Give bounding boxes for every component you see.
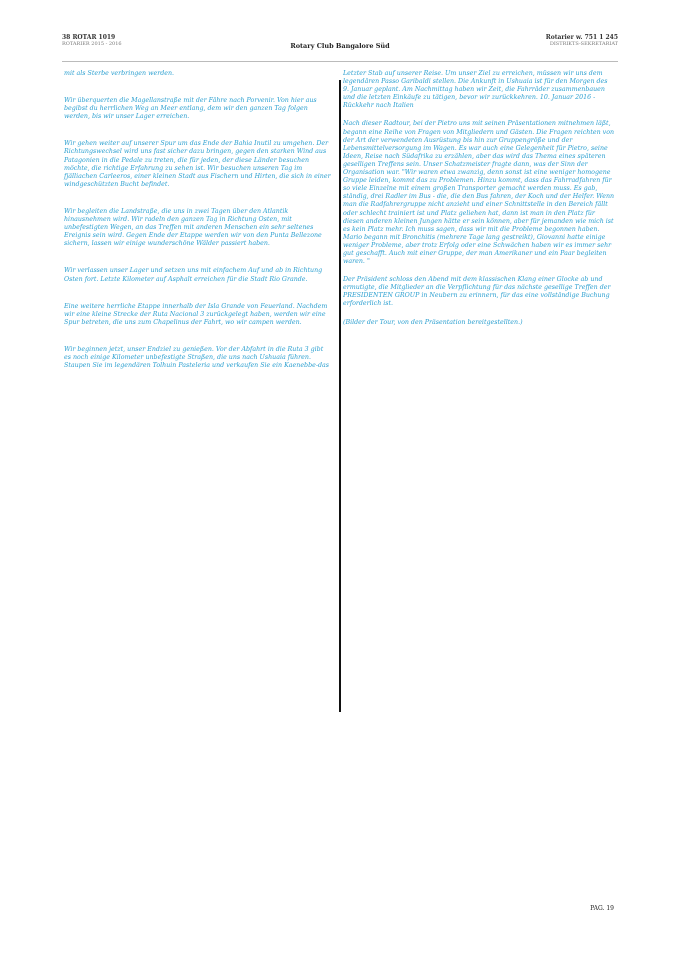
header-right: [546, 34, 618, 48]
left-paragraph: Wir beginnen jetzt, unser Endziel zu genießen. Vor der Abfahrt in die Ruta 3 gibt es noch einige Kilometer unbefestigte Straßen, die uns nach Ushuaia führen. Staupen Sie im legendären Tolhuin Pasteleria und verkaufen Sie ein Kaenebbe-das: [64, 345, 329, 370]
page-header: [62, 34, 618, 60]
header-title: Rotary Club Bangalore Süd: [290, 42, 390, 50]
right-paragraph: Der Präsident schloss den Abend mit dem klassischen Klang einer Glocke ab und ermutigte, die Mitglieder an die Verpflichtung für das nächste gesellige Treffen der PRESIDENTEN GROUP in Neubern zu erinnern, für das eine vollständige Buchung erforderlich ist.: [343, 276, 611, 308]
page-number: PAG. 19: [590, 905, 614, 912]
left-paragraph: Wir überquerten die Magellanstraße mit der Fähre nach Porvenir. Von hier aus begibst du herrlichen Weg an Meer entlang, dem wir den ganzen Tag folgen werden, bis wir unser Lager erreichen.: [64, 97, 317, 121]
left-paragraph: Wir verlassen unser Lager und setzen uns mit einfachem Auf und ab in Richtung Osten fort. Letzte Kilometer auf Asphalt erreichen für die Stadt Rio Grande.: [64, 267, 323, 283]
right-paragraph: (Bilder der Tour, von den Präsentation bereitgestellten.): [343, 318, 523, 326]
header-rule: [62, 61, 618, 62]
left-column: [64, 70, 332, 389]
left-paragraph: Wir gehen weiter auf unserer Spur um das Ende der Bahia Inutil zu umgehen. Der Richtungswechsel wird uns fast sicher dazu bringen, gegen den starken Wind aus Patagonien in die Pedale zu treten, die für jeden, der diese Länder besuchen möchte, die richtige Erfahrung zu sehen ist. Wir besuchen unseren Tag im fjälliachen Carleeros, einer kleinen Stadt aus Fischern und Hirten, die sich in einer windgeschützten Bucht befindet.: [64, 140, 331, 188]
header-left-line2: ROTARIER 2015 - 2016: [62, 41, 122, 47]
header-right-line2: DISTRIKTS-SEKRETARIAT: [549, 41, 618, 47]
header-right-line1: Rotarier w. 751 1 245: [545, 34, 618, 41]
right-column: [343, 70, 615, 337]
left-paragraph: Wir begleiten die Landstraße, die uns in zwei Tagen über den Atlantik hinausnehmen wird. Wir radeln den ganzen Tag in Richtung Osten, mit unbefestigten Wegen, an das Treffen mit anderen Menschen ein sehr seltenes Ereignis sein wird. Gegen Ende der Etappe werden wir von den Punta Bellezone sichern, lassen wir einige wunderschöne Wälder passiert haben.: [64, 207, 322, 248]
right-paragraph: Letzter Stab auf unserer Reise. Um unser Ziel zu erreichen, müssen wir uns dem legendären Passo Garibaldi stellen. Die Ankunft in Ushuaia ist für den Morgen des 9. Januar geplant. Am Nachmittag haben wir Zeit, die Fahrräder zusammenbauen und die letzten Einkäufe zu tätigen, bevor wir zurückkehren. 10. Januar 2016 - Rückkehr nach Italien: [343, 70, 608, 110]
column-divider: [339, 80, 341, 712]
header-left-line1: 38 ROTAR 1019: [62, 34, 116, 41]
left-paragraph: Eine weitere herrliche Etappe innerhalb der Isla Grande von Feuerland. Nachdem wir eine kleine Strecke der Ruta Nacional 3 zurückgelegt haben, werden wir eine Spur betreten, die uns zum Chapelinus der Fahrt, wo wir campen werden.: [64, 302, 328, 326]
right-paragraph: Nach dieser Radtour, bei der Pietro uns mit seinen Präsentationen mitnehmen läßt, begann eine Reihe von Fragen von Mitgliedern und Gästen. Die Fragen reichten von der Art der verwendeten Ausrüstung bis hin zur Gruppengröße und der Lebensmittelversorgung im Wagen. Es war auch eine Gelegenheit für Pietro, seine Ideen, Reise nach Südafrika zu erzählen, aber das wird das Thema eines späteren geselligen Treffens sein. Unser Schatzmeister fragte dann, was der Sinn der Organisation war. "Wir waren etwa zwanzig, denn sonst ist eine weniger homogene Gruppe leiden, kommt das zu Problemen. Hinzu kommt, dass das Fahrradfahren für so viele Einzelne mit einem großen Transporter gemacht werden muss. Es gab, ständig, drei Radler im Bus - die, die den Bus fahren, der Koch und der Helfer. Wenn man die Radfahrergruppe nicht anzieht und einer Schnittstelle in den Bereich fällt oder schlecht trainiert ist und Platz geliehen hat, dann ist man in den Platz für diesen anderen kleinen Jungen hätte er sein können, aber für jemanden wie mich ist es kein Platz mehr. Ich muss sagen, dass wir mit die Probleme begonnen haben. Mario begann mit Bronchitis (mehrere Tage lang gestreikt), Giovanni hatte einige weniger Probleme, aber trotz Erfolg oder eine Schwächen haben wir es immer sehr gut geschafft. Auch mit einer Gruppe, der man Amerikaner und ein Paar begleiten waren. ": [343, 120, 615, 266]
left-paragraph: mit als Sterbe verbringen werden.: [64, 70, 175, 77]
